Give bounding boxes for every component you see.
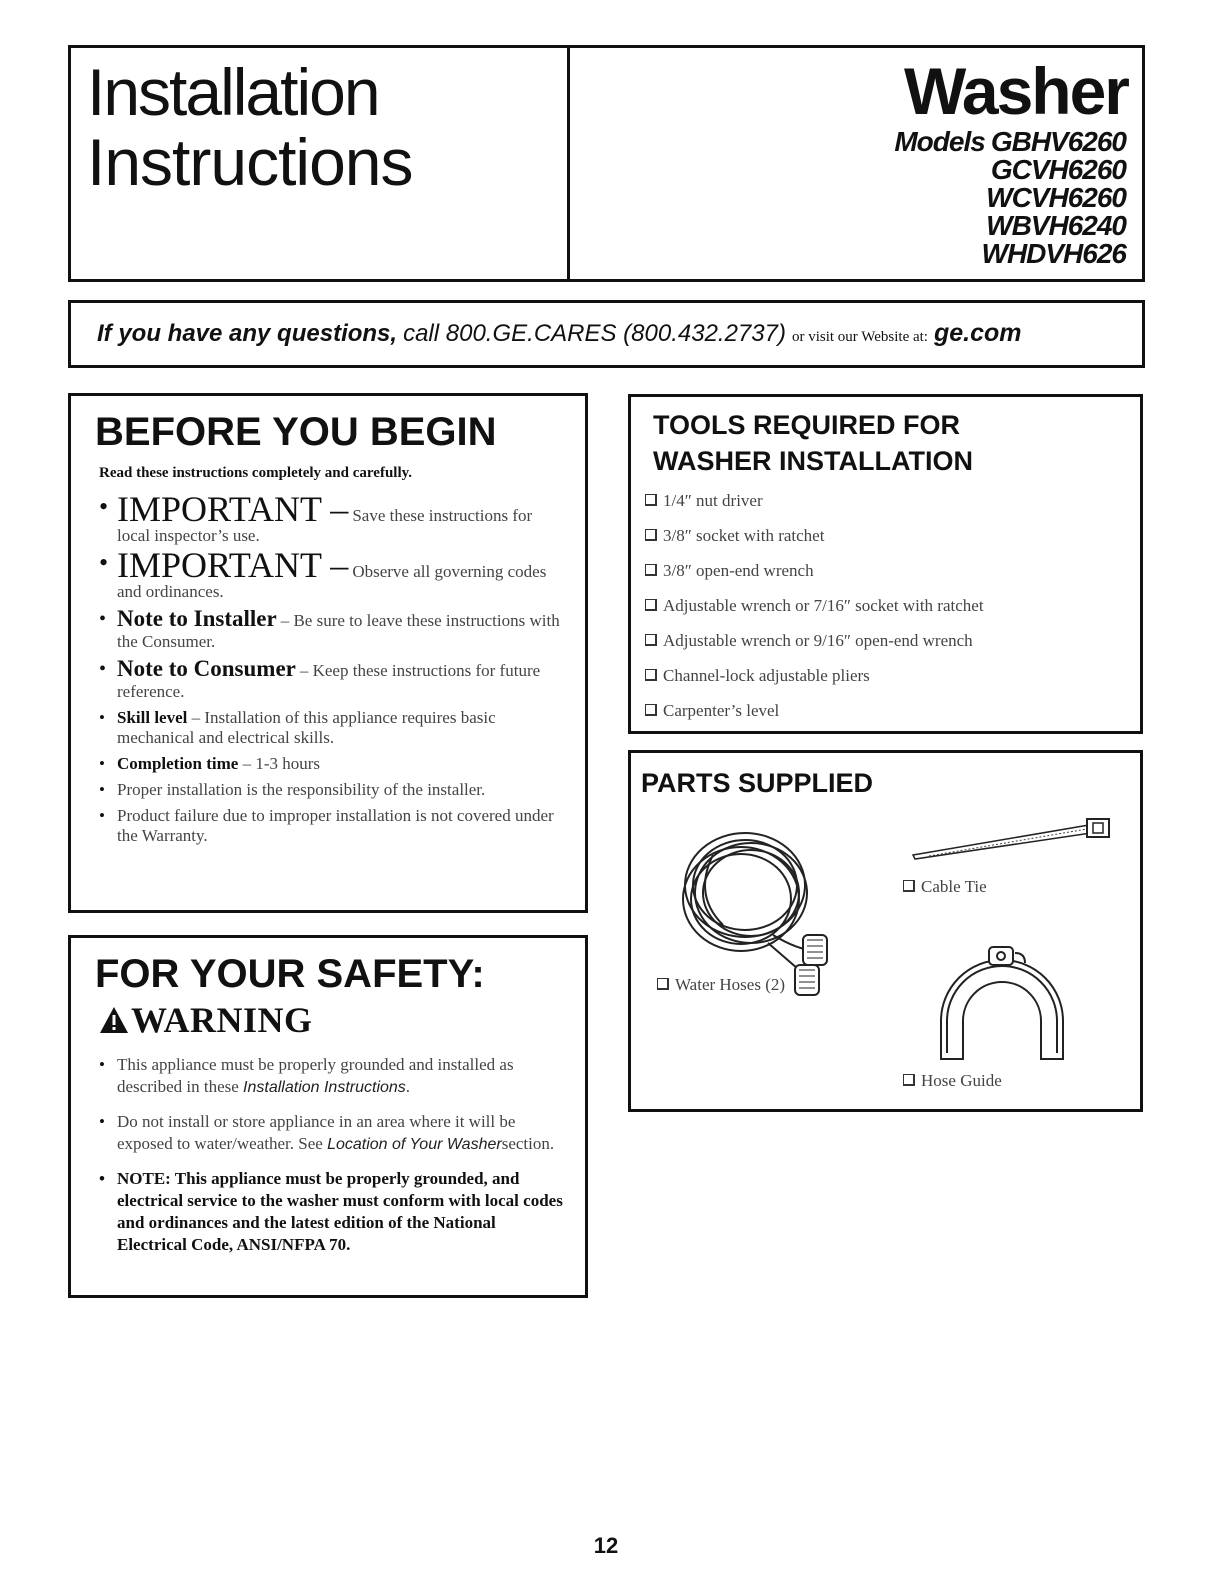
list-item <box>97 545 565 602</box>
tools-section <box>628 394 1143 734</box>
item-text: – 1-3 hours <box>242 754 321 773</box>
doc-title-line1: Installation <box>87 55 379 129</box>
item-emphasis: Location of Your Washer <box>327 1136 502 1153</box>
before-list <box>97 489 565 846</box>
list-item <box>645 553 984 588</box>
item-text: 3/8″ open-end wrench <box>663 561 814 580</box>
heading-line: WASHER INSTALLATION <box>653 446 973 476</box>
bullet-icon: • <box>99 608 107 630</box>
item-text: 3/8″ socket with ratchet <box>663 526 825 545</box>
part-item-water-hoses <box>657 975 785 995</box>
cable-tie-icon <box>909 811 1119 861</box>
item-emphasis: Installation Instructions <box>243 1079 406 1096</box>
phone-number: call 800.GE.CARES (800.432.2737) <box>403 320 786 347</box>
item-text: Save these instructions for local inspector’s use. <box>117 506 533 545</box>
list-item <box>97 606 565 652</box>
hose-guide-icon <box>929 941 1075 1065</box>
item-lead: IMPORTANT – <box>117 489 349 529</box>
model-number: GCVH6260 <box>990 154 1126 185</box>
list-item <box>97 806 565 846</box>
product-panel <box>567 45 1145 282</box>
part-item-hose-guide <box>903 1071 1002 1091</box>
checkbox-icon <box>645 634 657 646</box>
product-title: Washer <box>904 54 1128 128</box>
before-you-begin-section <box>68 393 588 913</box>
item-text: NOTE: This appliance must be properly grounded, and electrical service to the washer must conform with local codes and ordinances and the latest edition of the National Electrical Code, ANSI/NFPA 70. <box>117 1169 563 1254</box>
list-item <box>97 1111 565 1156</box>
item-lead: Note to Consumer <box>117 656 296 681</box>
item-text: Observe all governing codes and ordinances. <box>117 562 547 601</box>
models-label: Models <box>894 126 985 157</box>
checkbox-icon <box>645 599 657 611</box>
list-item <box>97 754 565 774</box>
title-panel <box>68 45 570 282</box>
model-number: GBHV6260 <box>990 126 1126 157</box>
checkbox-icon <box>645 564 657 576</box>
list-item <box>645 693 984 728</box>
item-text: Adjustable wrench or 7/16″ socket with ratchet <box>663 596 984 615</box>
item-lead: Note to Installer <box>117 606 277 631</box>
bullet-icon: • <box>99 754 105 773</box>
item-lead: Skill level <box>117 708 188 727</box>
checkbox-icon <box>645 669 657 681</box>
bullet-icon: • <box>99 492 109 521</box>
item-text: Do not install or store appliance in an area where it will be exposed to water/weather. See <box>117 1112 516 1153</box>
part-label: Cable Tie <box>921 877 987 896</box>
questions-text <box>97 319 1022 348</box>
list-item <box>97 656 565 702</box>
item-lead: Completion time <box>117 754 239 773</box>
item-text: Channel-lock adjustable pliers <box>663 666 870 685</box>
item-text: . <box>405 1077 411 1096</box>
list-item <box>97 1054 565 1099</box>
checkbox-icon <box>903 1074 915 1086</box>
part-label: Water Hoses (2) <box>675 975 786 994</box>
checkbox-icon <box>657 978 669 990</box>
part-item-cable-tie <box>903 877 987 897</box>
list-item <box>645 483 984 518</box>
model-number: WBVH6240 <box>986 210 1126 241</box>
warning-label <box>99 1000 313 1040</box>
list-item <box>645 588 984 623</box>
model-list <box>894 128 1126 268</box>
website-prompt: or visit our Website at: <box>791 329 928 345</box>
list-item <box>645 518 984 553</box>
item-text: Carpenter’s level <box>663 701 780 720</box>
section-heading: BEFORE YOU BEGIN <box>95 410 497 454</box>
bullet-icon: • <box>99 1169 105 1188</box>
item-lead: IMPORTANT – <box>117 545 349 585</box>
item-text: – Be sure to leave these instructions with the Consumer. <box>117 611 560 651</box>
questions-lead: If you have any questions, <box>97 320 398 347</box>
item-text: This appliance must be properly grounded and installed as described in these <box>117 1055 514 1096</box>
website-link[interactable]: ge.com <box>933 319 1022 347</box>
section-heading <box>653 407 973 479</box>
item-text: Adjustable wrench or 9/16″ open-end wrench <box>663 631 973 650</box>
item-text: – Keep these instructions for future reference. <box>117 661 541 701</box>
warning-triangle-icon <box>99 1006 129 1034</box>
list-item <box>97 780 565 800</box>
bullet-icon: • <box>99 658 107 680</box>
questions-banner <box>68 300 1145 368</box>
item-text: – Installation of this appliance requires basic mechanical and electrical skills. <box>117 708 496 747</box>
section-subheading: Read these instructions completely and carefully. <box>99 465 413 481</box>
item-text: Product failure due to improper installation is not covered under the Warranty. <box>117 806 554 845</box>
checkbox-icon <box>645 529 657 541</box>
doc-title-line2: Instructions <box>87 125 413 199</box>
list-item <box>97 489 565 546</box>
bullet-icon: • <box>99 708 105 727</box>
item-text: Proper installation is the responsibility of the installer. <box>117 780 486 799</box>
checkbox-icon <box>903 880 915 892</box>
bullet-icon: • <box>99 1112 105 1131</box>
warning-text: WARNING <box>131 1000 313 1040</box>
model-row <box>894 128 1126 156</box>
list-item <box>97 1168 565 1256</box>
part-label: Hose Guide <box>921 1071 1002 1090</box>
checkbox-icon <box>645 494 657 506</box>
model-number: WCVH6260 <box>986 182 1126 213</box>
list-item <box>645 658 984 693</box>
section-heading: FOR YOUR SAFETY: <box>95 952 485 996</box>
bullet-icon: • <box>99 806 105 825</box>
parts-section <box>628 750 1143 1112</box>
bullet-icon: • <box>99 1055 105 1074</box>
page-number: 12 <box>593 1533 619 1558</box>
item-text: section. <box>501 1134 555 1153</box>
bullet-icon: • <box>99 780 105 799</box>
safety-list <box>97 1054 565 1268</box>
checkbox-icon <box>645 704 657 716</box>
heading-line: TOOLS REQUIRED FOR <box>653 410 961 440</box>
bullet-icon: • <box>99 548 109 577</box>
tools-list <box>645 483 984 728</box>
section-heading: PARTS SUPPLIED <box>641 768 874 798</box>
list-item <box>97 708 565 748</box>
list-item <box>645 623 984 658</box>
model-number: WHDVH626 <box>981 238 1126 269</box>
item-text: 1/4″ nut driver <box>663 491 763 510</box>
safety-section <box>68 935 588 1298</box>
